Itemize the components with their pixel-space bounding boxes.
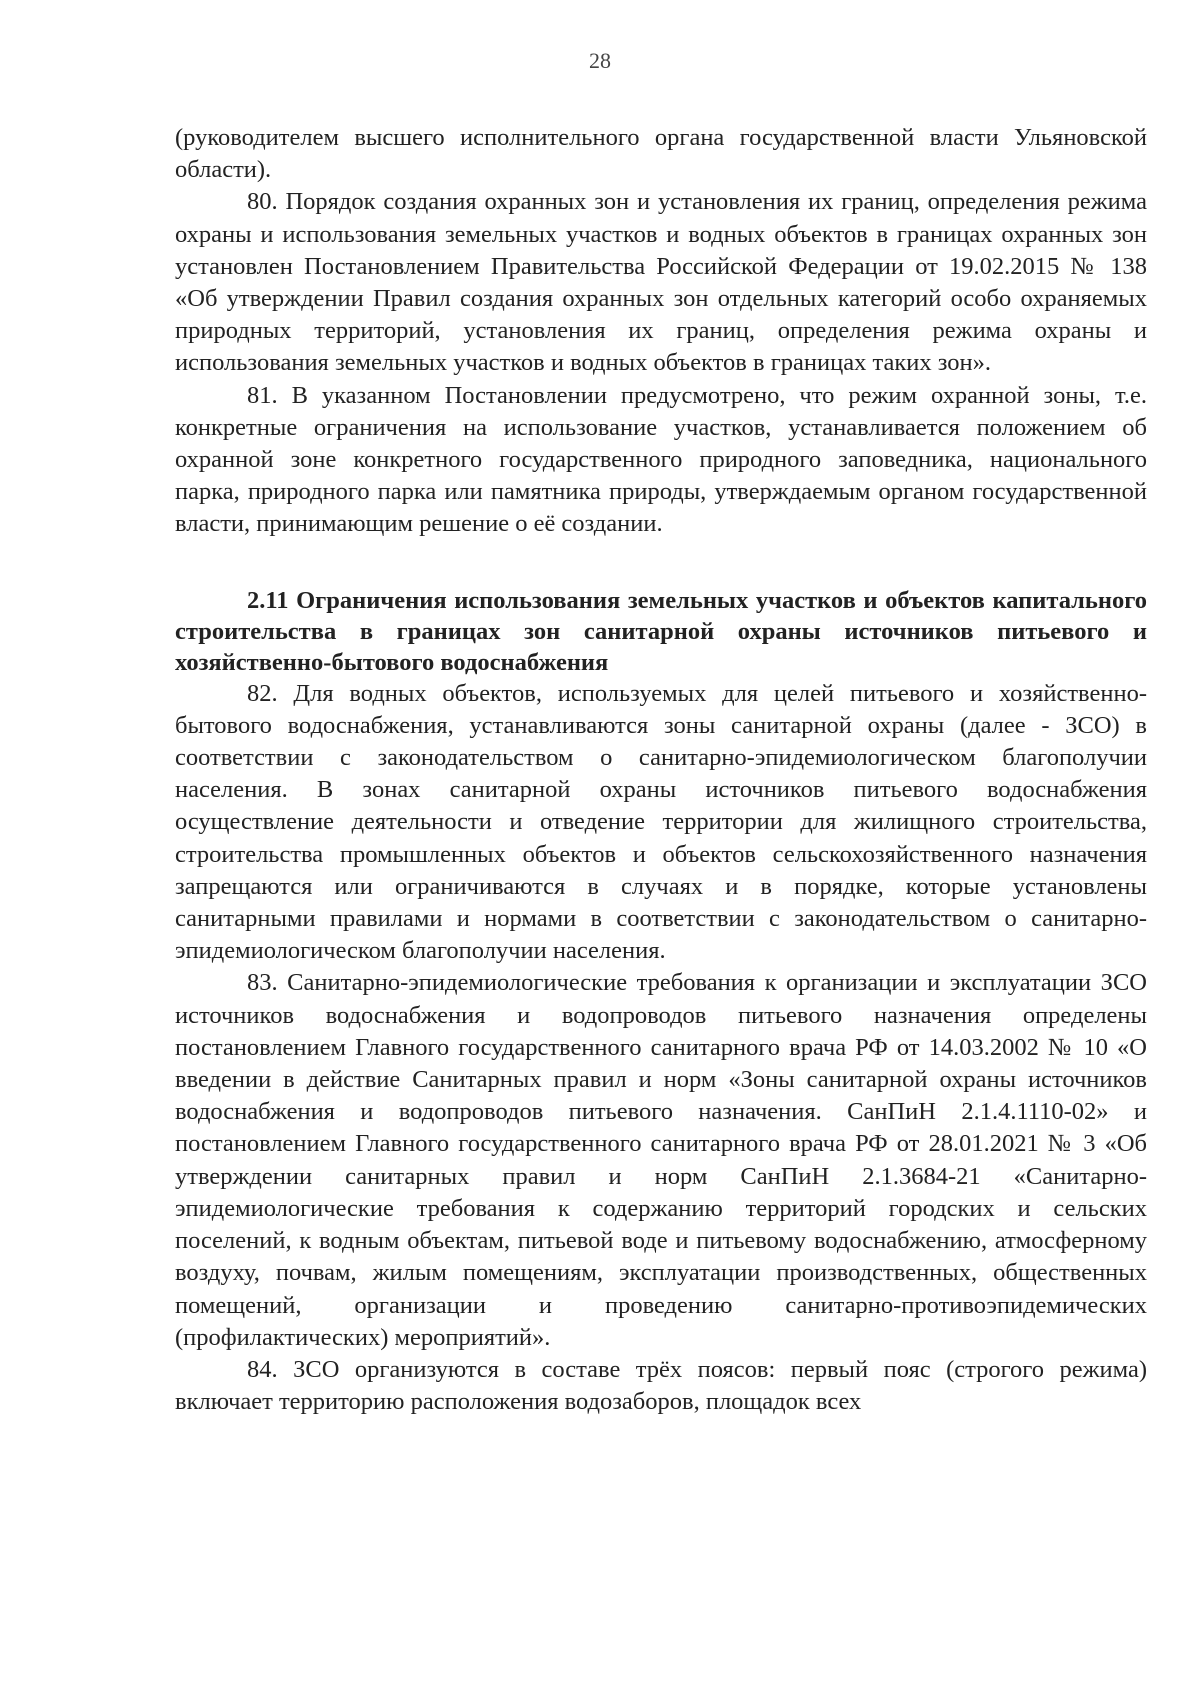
paragraph-84: 84. ЗСО организуются в составе трёх поясов: первый пояс (строгого режима) включает территорию расположения водозаборов, площадок всех [175, 1355, 1147, 1416]
section-heading: 2.11 Ограничения использования земельных участков и объектов капитального строительства в границах зон санитарной охраны источников питьевого и хозяйственно-бытового водоснабжения [175, 586, 1147, 676]
paragraph-82: 82. Для водных объектов, используемых для целей питьевого и хозяйственно-бытового водоснабжения, устанавливаются зоны санитарной охраны (далее - ЗСО) в соответствии с законодательством о санитарно-эпидемиологическом благополучии населения. В зонах санитарной охраны источников питьевого водоснабжения осуществление деятельности и отведение территории для жилищного строительства, строительства промышленных объектов и объектов сельскохозяйственного назначения запрещаются или ограничиваются в случаях и в порядке, которые установлены санитарными правилами и нормами в соответствии с законодательством о санитарно-эпидемиологическом благополучии населения. [175, 679, 1147, 965]
paragraph-continuation: (руководителем высшего исполнительного органа государственной власти Ульяновской области). [175, 124, 1147, 184]
page-number: 28 [589, 48, 611, 73]
paragraph-81: 81. В указанном Постановлении предусмотрено, что режим охранной зоны, т.е. конкретные ограничения на использование участков, устанавливается положением об охранной зоне конкретного государственного природного заповедника, национального парка, природного парка или памятника природы, утверждаемым органом государственной власти, принимающим решение о её создании. [175, 381, 1147, 538]
document-body [175, 122, 1147, 1418]
paragraph-83: 83. Санитарно-эпидемиологические требования к организации и эксплуатации ЗСО источников водоснабжения и водопроводов питьевого назначения определены постановлением Главного государственного санитарного врача РФ от 14.03.2002 № 10 «О введении в действие Санитарных правил и норм «Зоны санитарной охраны источников водоснабжения и водопроводов питьевого назначения. СанПиН 2.1.4.1110-02» и постановлением Главного государственного санитарного врача РФ от 28.01.2021 № 3 «Об утверждении санитарных правил и норм СанПиН 2.1.3684-21 «Санитарно-эпидемиологические требования к содержанию территорий городских и сельских поселений, к водным объектам, питьевой воде и питьевому водоснабжению, атмосферному воздуху, почвам, жилым помещениям, эксплуатации производственных, общественных помещений, организации и проведению санитарно-противоэпидемических (профилактических) мероприятий». [175, 969, 1147, 1351]
paragraph-80: 80. Порядок создания охранных зон и установления их границ, определения режима охраны и использования земельных участков и водных объектов в границах охранных зон установлен Постановлением Правительства Российской Федерации от 19.02.2015 № 138 «Об утверждении Правил создания охранных зон отдельных категорий особо охраняемых природных территорий, установления их границ, определения режима охраны и использования земельных участков и водных объектов в границах таких зон». [175, 188, 1147, 377]
